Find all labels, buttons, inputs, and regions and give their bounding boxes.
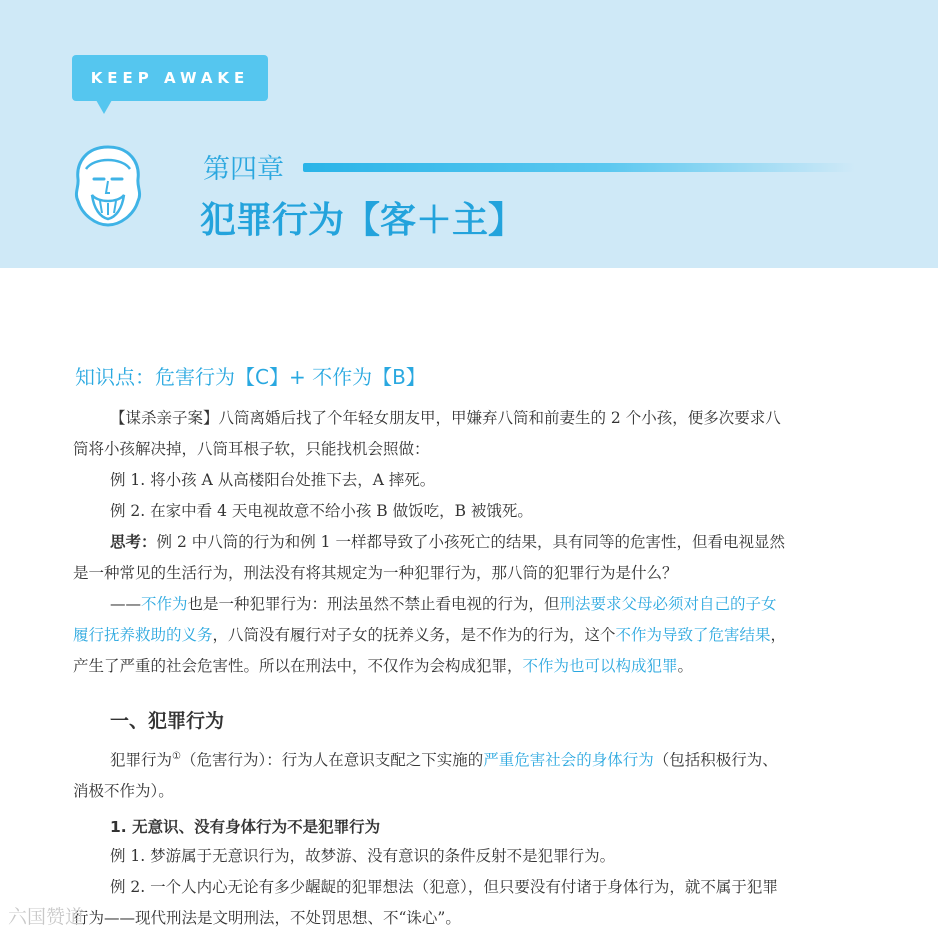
case-line-2: 筒将小孩解决掉，八筒耳根子软，只能找机会照做： [73,440,430,458]
definition-line-2: 消极不作为）。 [73,782,174,801]
answer-line-1: ——不作为也是一种犯罪行为：刑法虽然不禁止看电视的行为，但刑法要求父母必须对自己的子女 [110,595,777,613]
think-line-1: 思考：例 2 中八筒的行为和例 1 一样都导致了小孩死亡的结果，具有同等的危害性，但看电视显然 [110,533,785,551]
case-paragraph [73,403,863,682]
sub-example-2-line-2: 行为——现代刑法是文明刑法，不处罚思想、不“诛心”。 [73,909,461,927]
chapter-decor-line [303,163,855,172]
subsection-heading-1: 1. 无意识、没有身体行为不是犯罪行为 [110,818,381,836]
case-example-1: 例 1. 将小孩 A 从高楼阳台处推下去，A 摔死。 [110,471,436,489]
philosopher-face-icon [70,143,146,229]
chapter-number: 第四章 [203,154,284,185]
case-line-1: 【谋杀亲子案】八筒离婚后找了个年轻女朋友甲，甲嫌弃八筒和前妻生的 2 个小孩，便多次要求八 [110,409,781,427]
sub-example-1: 例 1. 梦游属于无意识行为，故梦游、没有意识的条件反射不是犯罪行为。 [110,847,616,865]
keep-awake-tag: KEEP AWAKE [72,55,268,101]
footnote-marker[interactable]: ① [172,751,181,762]
subsection-examples [73,841,863,934]
tag-pointer [96,100,112,114]
watermark: 六国赞道 [8,906,85,928]
answer-line-2: 履行抚养救助的义务，八筒没有履行对子女的抚养义务，是不作为的行为，这个不作为导致了危害结果， [73,626,787,644]
chapter-title: 犯罪行为【客＋主】 [200,200,525,241]
think-label: 思考： [110,533,157,551]
section-heading-criminal-act: 一、犯罪行为 [110,710,225,732]
sub-example-2-line-1: 例 2. 一个人内心无论有多少龌龊的犯罪想法（犯意），但只要没有付诸于身体行为，就不属于犯罪 [110,878,778,896]
answer-line-3: 产生了严重的社会危害性。所以在刑法中，不仅作为会构成犯罪，不作为也可以构成犯罪。 [73,657,694,675]
think-line-2: 是一种常见的生活行为，刑法没有将其规定为一种犯罪行为，那八筒的犯罪行为是什么？ [73,564,678,582]
case-example-2: 例 2. 在家中看 4 天电视故意不给小孩 B 做饭吃，B 被饿死。 [110,502,533,520]
definition-paragraph [73,741,863,807]
definition-line-1: 犯罪行为①（危害行为）：行为人在意识支配之下实施的严重危害社会的身体行为（包括积极行为、 [110,751,778,770]
knowledge-point-heading: 知识点：危害行为【C】+ 不作为【B】 [75,365,426,389]
